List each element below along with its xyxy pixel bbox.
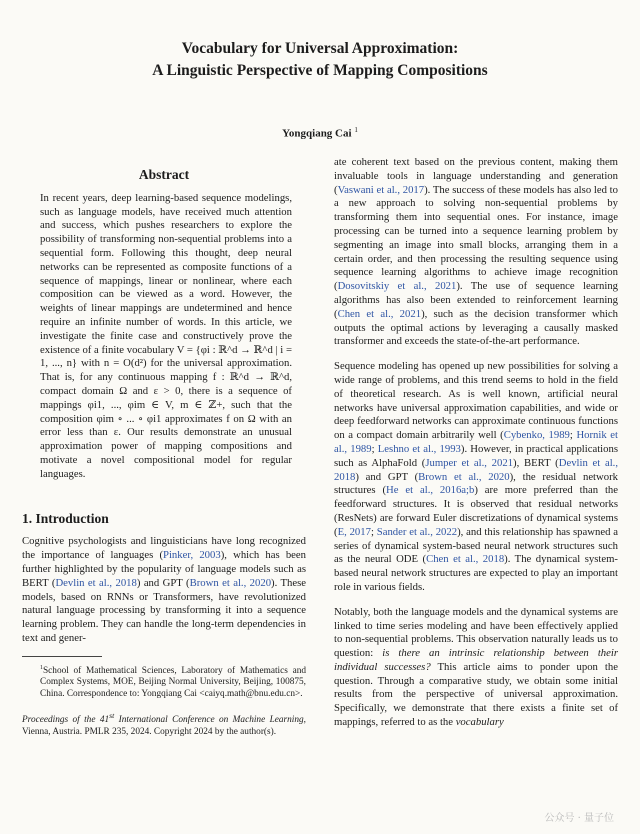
paper-title (0, 38, 640, 82)
text: Sequence modeling has opened up new possibilities for solving a wide range of problems, and this trend seems to hold in the field of theoretical research. As is well known, artificial neural networks have universal approximation capabilities, and wide or deep feedforward networks can approximate continuous functions on a compact domain arbitrarily well ( (334, 360, 618, 442)
citation-link[interactable]: Jumper et al., 2021 (425, 456, 514, 469)
author-line (0, 126, 640, 140)
abstract-text: In recent years, deep learning-based sequence modelings, such as language models, have received much attention and success, which pushes researchers to explore the possibility of transforming non-sequential problems into a sequential form. Following this thought, deep neural networks can be represented as composite functions of a sequence of mappings, linear or nonlinear, where each composition can be viewed as a word. However, the weights of linear mappings are undetermined and hence require an infinite number of words. In this article, we investigate the finite case and constructively prove the existence of a finite vocabulary V = {φi : ℝ^d → ℝ^d | i = 1, ..., n} with n = O(d²) for the universal approximation. That is, for any continuous mapping f : ℝ^d → ℝ^d, compact domain Ω and ε > 0, there is a sequence of mappings φi1, ..., φim ∈ V, m ∈ ℤ+, such that the composition φim ∘ ... ∘ φi1 approximates f on Ω with an error less than ε. Our results demonstrate an unusual approximation power of mapping compositions and motivate a novel compositional model for regular languages. (40, 191, 292, 480)
citation-link[interactable]: Vaswani et al., 2017 (337, 183, 425, 196)
citation-link[interactable]: Hornik et al., 1989 (334, 429, 618, 455)
section-heading-introduction: 1. Introduction (22, 510, 109, 526)
text: ), such as the decision transformer which outputs the optimal actions by leveraging a causally masked transformer and exceeds the state-of-the-art performance. (334, 307, 618, 348)
ordinal-mark: st (109, 711, 115, 721)
citation-link[interactable]: Devlin et al., 2018 (334, 456, 619, 483)
text: Cognitive psychologists and linguisticians have long recognized the importance of languages ( (22, 535, 306, 562)
text: ). However, in practical applications such as AlphaFold ( (334, 442, 618, 469)
citation-link[interactable]: Sander et al., 2022 (376, 525, 458, 538)
footnote-divider (22, 656, 102, 657)
text: ). These models, based on RNNs or Transformers, have revolutionized natural language processing by transforming it into a sequence learning problem. They can handle the long-term dependencies in text and gener- (22, 576, 306, 644)
citation-link[interactable]: Brown et al., 2020 (189, 576, 272, 589)
text: ), and this relationship has spawned a series of dynamical system-based neural network structures such as the neural ODE ( (334, 525, 618, 566)
text: ). The success of these models has also led to a new approach to solving non-sequential problems by transforming them into sequential ones. For instance, image processing can be turned into a sequence learning problem by segmenting an image into small blocks, arranging them in a certain order, and then processing the resulting sequence using sequence learning algorithms to achieve image recognition ( (334, 183, 618, 293)
text: This article aims to ponder upon the question. Through a comparative study, we obtain some initial results from the perspective of universal approximation. Specifically, we demonstrate that there exists a finite set of mappings, referred to as the (334, 660, 618, 729)
author-affiliation-mark: 1 (354, 126, 358, 134)
footnote-mark: 1 (40, 664, 43, 671)
abstract (22, 192, 306, 482)
text: ; (370, 525, 377, 538)
citation-link[interactable]: Chen et al., 2018 (426, 553, 505, 566)
text: Proceedings of the 41 (22, 715, 110, 726)
text: ; (371, 442, 378, 455)
text: ). The dynamical system-based neural network structures are expected to play an important role in various fields. (334, 553, 618, 593)
text: ), the residual network structures ( (334, 470, 618, 497)
author-name: Yongqiang Cai (282, 127, 352, 140)
left-column (22, 160, 306, 738)
text: ) and GPT ( (355, 470, 419, 483)
title-line-2: A Linguistic Perspective of Mapping Compositions (152, 62, 488, 79)
abstract-heading: Abstract (138, 167, 190, 182)
text: International Conference on Machine Learning (114, 715, 304, 726)
text: ) are more preferred than the feedforward structures. It is observed that residual networks (ResNets) are forward Euler discretizations of dynamical systems ( (334, 484, 618, 538)
watermark: 公众号 · 量子位 (544, 813, 614, 824)
citation-link[interactable]: E, 2017 (337, 525, 371, 538)
right-column (334, 156, 618, 730)
affiliation-footnote (22, 663, 306, 700)
text: , Vienna, Austria. PMLR 235, 2024. Copyright 2024 by the author(s). (22, 715, 306, 737)
citation-link[interactable]: Brown et al., 2020 (418, 470, 510, 483)
intro-paragraph (334, 156, 618, 349)
citation-link[interactable]: Pinker, 2003 (163, 549, 221, 562)
text: ), which has been further highlighted by the popularity of language models such as BERT ( (22, 549, 306, 589)
text: ), BERT ( (513, 456, 559, 469)
intro-paragraph (334, 606, 618, 730)
citation-link[interactable]: Devlin et al., 2018 (55, 576, 137, 589)
research-question: is there an intrinsic relationship between their individual successes? (334, 647, 619, 673)
text: ; (569, 429, 577, 442)
citation-link[interactable]: Chen et al., 2021 (337, 307, 422, 320)
paragraph-gap (334, 349, 618, 360)
citation-link[interactable]: Cybenko, 1989 (503, 429, 570, 442)
intro-paragraph (334, 360, 618, 595)
text: ate coherent text based on the previous content, making them invaluable tools in language understanding and generation ( (334, 156, 618, 196)
emphasis: vocabulary (455, 716, 504, 729)
citation-link[interactable]: He et al., 2016a;b (386, 484, 475, 497)
text: ). The use of sequence learning algorithms has also been extended to reinforcement learning ( (334, 280, 619, 320)
citation-link[interactable]: Dosovitskiy et al., 2021 (337, 280, 457, 293)
paragraph-gap (334, 595, 618, 606)
text: ) and GPT ( (136, 576, 190, 589)
proceedings-note (22, 710, 306, 738)
citation-link[interactable]: Leshno et al., 1993 (377, 442, 461, 455)
footnote-text: School of Mathematical Sciences, Laboratory of Mathematics and Complex Systems, MOE, Beijing Normal University, Beijing, 100875, China. Correspondence to: Yongqiang Cai <caiyq.math@bnu.edu.cn>. (40, 665, 306, 699)
intro-paragraph (22, 535, 306, 645)
title-line-1: Vocabulary for Universal Approximation: (181, 40, 459, 57)
text: Notably, both the language models and the dynamical systems are linked to time series modeling and have been effectively applied to non-sequential problems. This observation naturally leads us to question: (334, 605, 618, 660)
